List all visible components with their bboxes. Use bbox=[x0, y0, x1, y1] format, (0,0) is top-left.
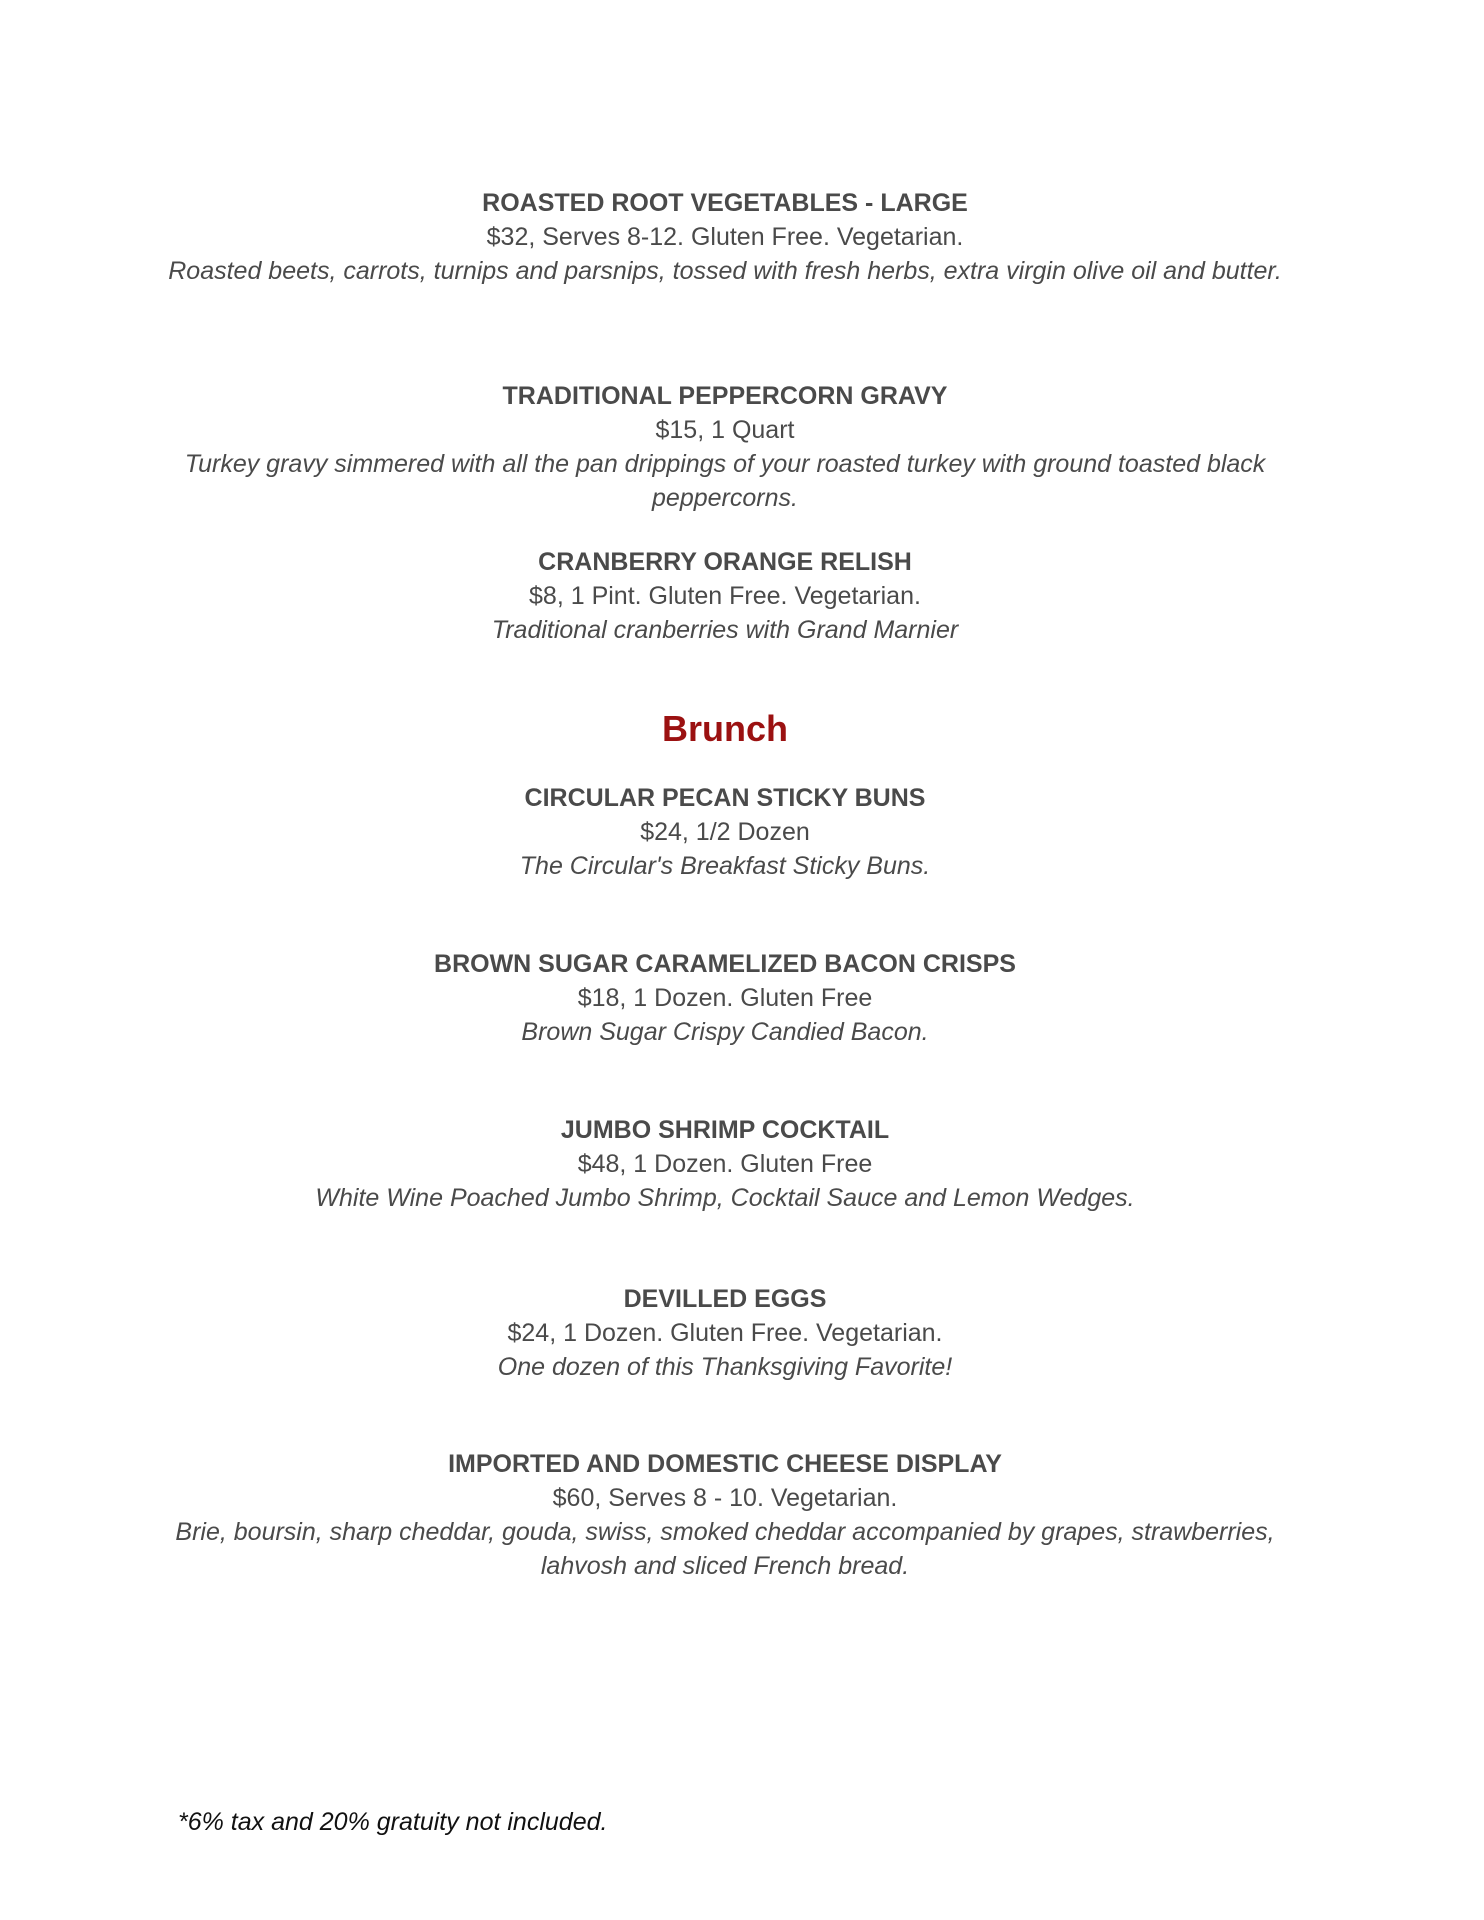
menu-item-name: JUMBO SHRIMP COCKTAIL bbox=[560, 1116, 890, 1144]
menu-item-pecan-sticky-buns bbox=[160, 781, 1290, 883]
tax-gratuity-footnote: *6% tax and 20% gratuity not included. bbox=[178, 1808, 608, 1836]
menu-item-price: $24, 1 Dozen. Gluten Free. Vegetarian. bbox=[507, 1319, 943, 1347]
menu-item-name: ROASTED ROOT VEGETABLES - LARGE bbox=[482, 189, 968, 217]
menu-item-name: DEVILLED EGGS bbox=[623, 1285, 827, 1313]
menu-item-price: $18, 1 Dozen. Gluten Free bbox=[577, 984, 873, 1012]
menu-item-bacon-crisps bbox=[160, 947, 1290, 1049]
menu-item-roasted-root-vegetables bbox=[160, 186, 1290, 288]
menu-item-description: White Wine Poached Jumbo Shrimp, Cocktail Sauce and Lemon Wedges. bbox=[315, 1184, 1135, 1212]
menu-item-peppercorn-gravy bbox=[160, 379, 1290, 515]
menu-item-name: TRADITIONAL PEPPERCORN GRAVY bbox=[502, 382, 948, 410]
menu-item-cranberry-orange-relish bbox=[160, 545, 1290, 647]
section-title-brunch: Brunch bbox=[662, 708, 788, 749]
menu-item-name: BROWN SUGAR CARAMELIZED BACON CRISPS bbox=[434, 950, 1016, 978]
menu-item-name: CIRCULAR PECAN STICKY BUNS bbox=[524, 784, 926, 812]
menu-item-price: $24, 1/2 Dozen bbox=[640, 818, 810, 846]
menu-item-devilled-eggs bbox=[160, 1282, 1290, 1384]
menu-item-description: The Circular's Breakfast Sticky Buns. bbox=[519, 852, 931, 880]
menu-item-description: Brie, boursin, sharp cheddar, gouda, swiss, smoked cheddar accompanied by grapes, strawberries, lahvosh and sliced French bread. bbox=[175, 1518, 1275, 1580]
menu-item-price: $48, 1 Dozen. Gluten Free bbox=[577, 1150, 873, 1178]
menu-item-name: CRANBERRY ORANGE RELISH bbox=[538, 548, 912, 576]
menu-item-price: $8, 1 Pint. Gluten Free. Vegetarian. bbox=[529, 582, 921, 610]
menu-item-name: IMPORTED AND DOMESTIC CHEESE DISPLAY bbox=[448, 1450, 1002, 1478]
menu-item-price: $60, Serves 8 - 10. Vegetarian. bbox=[552, 1484, 898, 1512]
menu-item-description: One dozen of this Thanksgiving Favorite! bbox=[497, 1353, 953, 1381]
menu-item-description: Traditional cranberries with Grand Marnier bbox=[491, 616, 959, 644]
menu-item-price: $32, Serves 8-12. Gluten Free. Vegetarian. bbox=[486, 223, 964, 251]
menu-item-description: Roasted beets, carrots, turnips and parsnips, tossed with fresh herbs, extra virgin olive oil and butter. bbox=[168, 257, 1282, 285]
menu-item-price: $15, 1 Quart bbox=[655, 416, 795, 444]
menu-item-jumbo-shrimp-cocktail bbox=[160, 1113, 1290, 1215]
menu-item-cheese-display bbox=[160, 1447, 1290, 1583]
menu-item-description: Turkey gravy simmered with all the pan drippings of your roasted turkey with ground toasted black peppercorns. bbox=[184, 450, 1266, 512]
menu-item-description: Brown Sugar Crispy Candied Bacon. bbox=[521, 1018, 929, 1046]
